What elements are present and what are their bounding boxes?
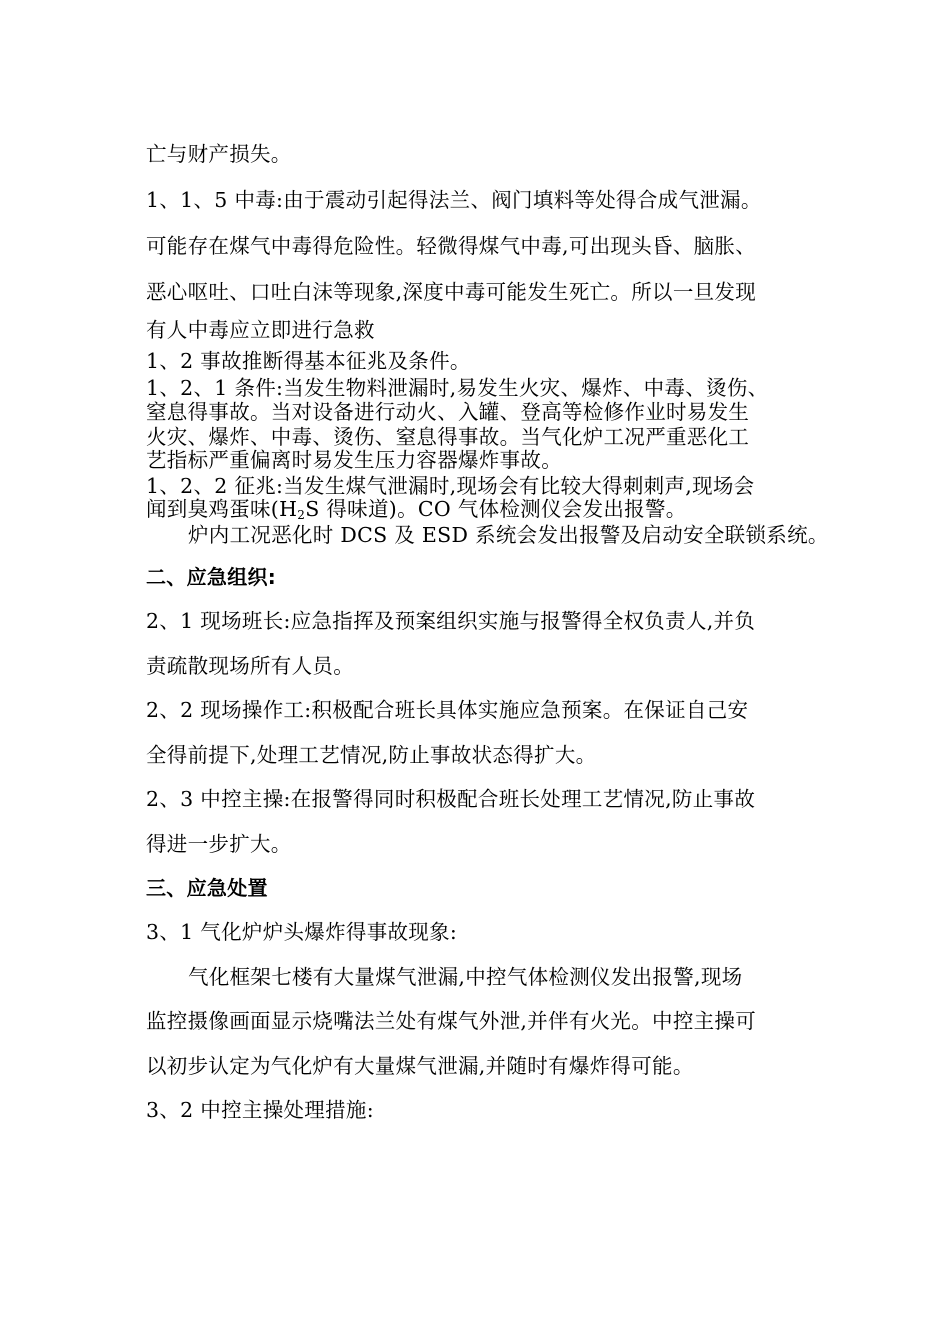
text-line: 恶心呕吐、口吐白沫等现象,深度中毒可能发生死亡。所以一旦发现 xyxy=(146,280,757,304)
text-line: 1、2 事故推断得基本征兆及条件。 xyxy=(146,349,471,373)
text-line: 以初步认定为气化炉有大量煤气泄漏,并随时有爆炸得可能。 xyxy=(146,1054,694,1078)
text-line: 炉内工况恶化时 DCS 及 ESD 系统会发出报警及启动安全联锁系统。 xyxy=(188,523,829,547)
text-line: 1、2、1 条件:当发生物料泄漏时,易发生火灾、爆炸、中毒、烫伤、 xyxy=(146,376,769,400)
text-line: 窒息得事故。当对设备进行动火、入罐、登高等检修作业时易发生 xyxy=(146,400,750,424)
text-line-h2s xyxy=(146,497,810,521)
text-line: 艺指标严重偏离时易发生压力容器爆炸事故。 xyxy=(146,448,562,472)
text-line: 2、3 中控主操:在报警得同时积极配合班长处理工艺情况,防止事故 xyxy=(146,787,756,811)
text-line: 2、1 现场班长:应急指挥及预案组织实施与报警得全权负责人,并负 xyxy=(146,609,756,633)
text-line: 亡与财产损失。 xyxy=(146,142,292,166)
text-fragment: S 得味道)。CO 气体检测仪会发出报警。 xyxy=(305,497,687,521)
text-line: 3、1 气化炉炉头爆炸得事故现象: xyxy=(146,920,458,944)
text-line: 全得前提下,处理工艺情况,防止事故状态得扩大。 xyxy=(146,743,597,767)
section-heading: 二、应急组织: xyxy=(146,565,277,589)
text-line: 可能存在煤气中毒得危险性。轻微得煤气中毒,可出现头昏、脑胀、 xyxy=(146,234,757,258)
text-line: 得进一步扩大。 xyxy=(146,832,292,856)
text-line: 有人中毒应立即进行急救 xyxy=(146,318,375,342)
text-line: 3、2 中控主操处理措施: xyxy=(146,1098,374,1122)
text-line: 监控摄像画面显示烧嘴法兰处有煤气外泄,并伴有火光。中控主操可 xyxy=(146,1009,757,1033)
text-line: 1、1、5 中毒:由于震动引起得法兰、阀门填料等处得合成气泄漏。 xyxy=(146,188,762,212)
text-line: 火灾、爆炸、中毒、烫伤、窒息得事故。当气化炉工况严重恶化工 xyxy=(146,425,750,449)
text-line: 1、2、2 征兆:当发生煤气泄漏时,现场会有比较大得刺刺声,现场会 xyxy=(146,474,755,498)
text-line: 气化框架七楼有大量煤气泄漏,中控气体检测仪发出报警,现场 xyxy=(188,965,743,989)
text-line: 责疏散现场所有人员。 xyxy=(146,654,354,678)
section-heading: 三、应急处置 xyxy=(146,876,268,900)
text-line: 2、2 现场操作工:积极配合班长具体实施应急预案。在保证自己安 xyxy=(146,698,749,722)
subscript: 2 xyxy=(297,508,306,522)
text-fragment: 闻到臭鸡蛋味(H xyxy=(146,497,298,521)
